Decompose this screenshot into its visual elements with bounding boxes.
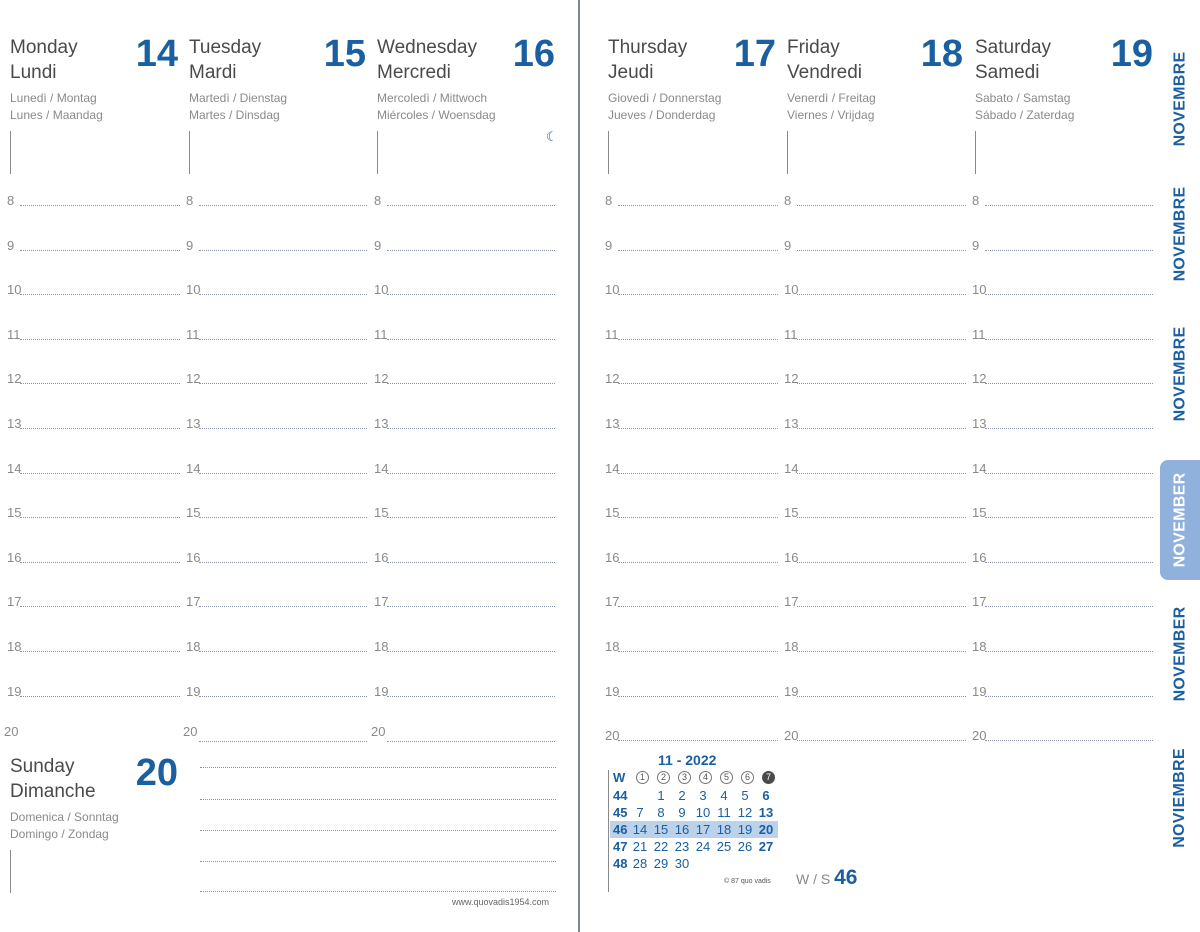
hour-label: 19 bbox=[7, 683, 22, 699]
hour-label: 20 bbox=[4, 724, 19, 740]
day-name-thu bbox=[608, 35, 687, 85]
hour-line[interactable] bbox=[797, 205, 966, 206]
hour-label: 15 bbox=[972, 505, 987, 521]
hour-label: 17 bbox=[7, 594, 22, 610]
website-url[interactable]: www.quovadis1954.com bbox=[452, 897, 550, 907]
hour-line[interactable] bbox=[797, 383, 966, 384]
day-number-fri: 18 bbox=[920, 33, 963, 75]
mini-calendar-week bbox=[610, 821, 778, 838]
day-name-en: Monday bbox=[10, 37, 78, 58]
day-number-mon: 14 bbox=[135, 33, 178, 75]
weekday-circle: 5 bbox=[720, 771, 733, 784]
hour-label: 12 bbox=[186, 371, 201, 387]
hour-line[interactable] bbox=[618, 696, 778, 697]
day-margin-bar bbox=[10, 850, 11, 893]
day-number-sun: 20 bbox=[135, 752, 178, 794]
hour-label: 10 bbox=[7, 282, 22, 298]
hour-line[interactable] bbox=[199, 606, 367, 607]
hour-label: 14 bbox=[605, 460, 620, 476]
hour-line[interactable] bbox=[20, 562, 180, 563]
hour-line[interactable] bbox=[797, 473, 966, 474]
hour-label: 20 bbox=[371, 724, 386, 740]
day-translation-2: Domingo / Zondag bbox=[10, 827, 109, 841]
day-number-tue: 15 bbox=[323, 33, 366, 75]
hour-label: 11 bbox=[7, 326, 21, 342]
day-translation-2: Martes / Dinsdag bbox=[189, 108, 280, 122]
hour-line[interactable] bbox=[985, 428, 1153, 429]
hour-label: 9 bbox=[972, 237, 980, 253]
day-name-en: Saturday bbox=[975, 37, 1052, 58]
hour-line[interactable] bbox=[387, 517, 555, 518]
sunday-note-line[interactable] bbox=[200, 891, 556, 892]
hour-line[interactable] bbox=[618, 294, 778, 295]
hour-label: 13 bbox=[972, 416, 987, 431]
weekday-circle: 6 bbox=[741, 771, 754, 784]
hour-line[interactable] bbox=[985, 606, 1153, 607]
hour-label: 10 bbox=[605, 282, 620, 298]
hour-label: 9 bbox=[605, 237, 613, 253]
day-margin-bar bbox=[608, 131, 609, 174]
day-name-tue bbox=[189, 35, 261, 85]
moon-phase-icon: ☾ bbox=[546, 129, 558, 144]
hour-label: 18 bbox=[374, 639, 389, 654]
hour-label: 15 bbox=[186, 505, 201, 521]
mini-calendar-day[interactable]: 25 bbox=[716, 839, 732, 854]
hour-line[interactable] bbox=[985, 339, 1153, 340]
hour-label: 16 bbox=[186, 549, 201, 565]
hour-line[interactable] bbox=[797, 428, 966, 429]
hour-label: 17 bbox=[605, 594, 620, 610]
hour-line[interactable] bbox=[387, 606, 555, 607]
hour-line[interactable] bbox=[20, 473, 180, 474]
hour-label: 18 bbox=[605, 639, 620, 654]
hour-line[interactable] bbox=[199, 250, 367, 251]
hour-line[interactable] bbox=[199, 339, 367, 340]
hour-line[interactable] bbox=[985, 383, 1153, 384]
hour-line[interactable] bbox=[797, 339, 966, 340]
mini-calendar-week bbox=[610, 804, 778, 821]
hour-label: 13 bbox=[7, 416, 22, 431]
day-translation-2: Viernes / Vrijdag bbox=[787, 108, 875, 122]
hour-label: 12 bbox=[605, 371, 620, 387]
hour-line[interactable] bbox=[20, 428, 180, 429]
hour-label: 17 bbox=[186, 594, 201, 610]
day-translation-1: Venerdì / Freitag bbox=[787, 91, 876, 105]
hour-label: 20 bbox=[183, 724, 198, 740]
month-tab[interactable] bbox=[1160, 600, 1200, 708]
hour-label: 11 bbox=[374, 326, 388, 342]
weekday-circle: 2 bbox=[657, 771, 670, 784]
hour-line[interactable] bbox=[985, 740, 1153, 741]
hour-line[interactable] bbox=[985, 294, 1153, 295]
hour-label: 8 bbox=[374, 193, 382, 208]
hour-line[interactable] bbox=[199, 741, 367, 742]
sunday-note-line[interactable] bbox=[200, 799, 556, 800]
month-tab-label: NOVEMBER bbox=[1171, 472, 1189, 568]
month-tab-label: NOVEMBRE bbox=[1171, 326, 1189, 422]
hour-line[interactable] bbox=[618, 651, 778, 652]
day-margin-bar bbox=[787, 131, 788, 174]
hour-line[interactable] bbox=[618, 383, 778, 384]
month-tab[interactable] bbox=[1160, 180, 1200, 288]
day-translation-2: Jueves / Donderdag bbox=[608, 108, 716, 122]
hour-line[interactable] bbox=[387, 294, 555, 295]
copyright-text: © 87 quo vadis bbox=[724, 878, 771, 885]
mini-calendar-day[interactable]: 24 bbox=[695, 839, 711, 854]
mini-calendar-week bbox=[610, 787, 778, 804]
mini-calendar-day[interactable]: 21 bbox=[632, 839, 648, 854]
hour-line[interactable] bbox=[985, 562, 1153, 563]
hour-label: 10 bbox=[784, 282, 799, 298]
hour-line[interactable] bbox=[20, 205, 180, 206]
hour-line[interactable] bbox=[387, 651, 555, 652]
hour-line[interactable] bbox=[618, 428, 778, 429]
mini-calendar-day[interactable]: 17 bbox=[695, 822, 711, 837]
hour-line[interactable] bbox=[618, 606, 778, 607]
day-name-fr: Dimanche bbox=[10, 781, 96, 802]
mini-calendar-day[interactable]: 6 bbox=[762, 788, 770, 803]
hour-label: 12 bbox=[374, 371, 389, 387]
hour-label: 16 bbox=[972, 549, 987, 565]
hour-line[interactable] bbox=[618, 205, 778, 206]
mini-calendar-day[interactable]: 2 bbox=[678, 788, 686, 803]
mini-calendar-day[interactable]: 4 bbox=[720, 788, 728, 803]
hour-label: 9 bbox=[186, 237, 194, 253]
hour-line[interactable] bbox=[387, 339, 555, 340]
hour-label: 15 bbox=[7, 505, 22, 521]
hour-line[interactable] bbox=[387, 473, 555, 474]
hour-label: 10 bbox=[374, 282, 389, 298]
hour-line[interactable] bbox=[618, 740, 778, 741]
month-tab[interactable] bbox=[1160, 460, 1200, 580]
hour-label: 10 bbox=[972, 282, 987, 298]
month-tab[interactable] bbox=[1160, 320, 1200, 428]
month-tab-label: NOVEMBRE bbox=[1171, 186, 1189, 282]
mini-calendar-day[interactable]: 1 bbox=[657, 788, 665, 803]
day-name-en: Thursday bbox=[608, 37, 688, 58]
day-name-sun bbox=[10, 754, 96, 804]
hour-label: 18 bbox=[784, 639, 799, 654]
hour-line[interactable] bbox=[199, 696, 367, 697]
day-name-fr: Vendredi bbox=[787, 62, 863, 83]
hour-line[interactable] bbox=[797, 294, 966, 295]
mini-calendar-day[interactable]: 26 bbox=[737, 839, 753, 854]
hour-label: 9 bbox=[7, 237, 15, 253]
hour-label: 12 bbox=[7, 371, 22, 387]
hour-line[interactable] bbox=[985, 250, 1153, 251]
day-name-mon bbox=[10, 35, 78, 85]
hour-label: 15 bbox=[374, 505, 389, 521]
mini-calendar-day[interactable]: 16 bbox=[674, 822, 690, 837]
hour-line[interactable] bbox=[618, 250, 778, 251]
hour-line[interactable] bbox=[199, 383, 367, 384]
day-name-fri bbox=[787, 35, 862, 85]
page-spine bbox=[578, 0, 580, 932]
hour-label: 15 bbox=[605, 505, 620, 521]
weekday-circle: 7 bbox=[762, 771, 775, 784]
hour-label: 13 bbox=[784, 416, 799, 431]
sunday-note-line[interactable] bbox=[200, 861, 556, 862]
month-tab[interactable] bbox=[1160, 40, 1200, 158]
hour-label: 17 bbox=[784, 594, 799, 610]
hour-line[interactable] bbox=[797, 250, 966, 251]
hour-label: 18 bbox=[186, 639, 201, 654]
mini-calendar-day[interactable]: 11 bbox=[717, 805, 731, 820]
mini-calendar-title: 11 - 2022 bbox=[658, 752, 717, 768]
day-translation-2: Sábado / Zaterdag bbox=[975, 108, 1075, 122]
hour-line[interactable] bbox=[618, 473, 778, 474]
sunday-note-line[interactable] bbox=[200, 830, 556, 831]
hour-line[interactable] bbox=[20, 383, 180, 384]
hour-label: 14 bbox=[972, 460, 987, 476]
hour-label: 19 bbox=[374, 683, 389, 699]
weekday-circle: 1 bbox=[636, 771, 649, 784]
mini-calendar-day[interactable]: 15 bbox=[653, 822, 669, 837]
mini-calendar-day[interactable]: 3 bbox=[699, 788, 707, 803]
hour-label: 10 bbox=[186, 282, 201, 298]
hour-label: 20 bbox=[605, 728, 620, 744]
hour-line[interactable] bbox=[20, 517, 180, 518]
day-translation-1: Sabato / Samstag bbox=[975, 91, 1071, 105]
week-label: W / S bbox=[796, 871, 831, 887]
mini-calendar-day[interactable]: 29 bbox=[653, 856, 669, 871]
mini-calendar-week bbox=[610, 838, 778, 855]
week-number: 47 bbox=[613, 839, 628, 854]
day-number-thu: 17 bbox=[733, 33, 776, 75]
weekday-circle: 4 bbox=[699, 771, 712, 784]
week-indicator bbox=[796, 866, 857, 890]
day-name-fr: Mercredi bbox=[377, 62, 451, 83]
hour-label: 16 bbox=[374, 549, 389, 565]
hour-line[interactable] bbox=[797, 740, 966, 741]
day-name-en: Sunday bbox=[10, 756, 75, 777]
hour-line[interactable] bbox=[199, 562, 367, 563]
hour-line[interactable] bbox=[387, 696, 555, 697]
day-translation-2: Lunes / Maandag bbox=[10, 108, 103, 122]
hour-line[interactable] bbox=[985, 205, 1153, 206]
hour-label: 8 bbox=[186, 193, 194, 208]
hour-label: 19 bbox=[784, 683, 799, 699]
day-name-fr: Lundi bbox=[10, 62, 57, 83]
hour-line[interactable] bbox=[387, 383, 555, 384]
month-tab[interactable] bbox=[1160, 740, 1200, 855]
hour-line[interactable] bbox=[797, 562, 966, 563]
day-translation-1: Lunedì / Montag bbox=[10, 91, 97, 105]
hour-line[interactable] bbox=[387, 205, 555, 206]
day-margin-bar bbox=[10, 131, 11, 174]
hour-line[interactable] bbox=[797, 517, 966, 518]
day-name-fr: Jeudi bbox=[608, 62, 654, 83]
hour-label: 18 bbox=[972, 639, 987, 654]
hour-label: 19 bbox=[186, 683, 201, 699]
hour-line[interactable] bbox=[199, 651, 367, 652]
hour-line[interactable] bbox=[20, 651, 180, 652]
week-number: 45 bbox=[613, 805, 628, 820]
hour-line[interactable] bbox=[985, 696, 1153, 697]
hour-label: 19 bbox=[605, 683, 620, 699]
hour-label: 17 bbox=[972, 594, 987, 610]
hour-label: 8 bbox=[605, 193, 613, 208]
mini-calendar-day[interactable]: 13 bbox=[758, 805, 774, 820]
sunday-note-line[interactable] bbox=[200, 767, 556, 768]
day-name-en: Tuesday bbox=[189, 37, 262, 58]
hour-line[interactable] bbox=[387, 741, 555, 742]
hour-label: 19 bbox=[972, 683, 987, 699]
day-name-fr: Samedi bbox=[975, 62, 1040, 83]
hour-label: 17 bbox=[374, 594, 389, 610]
week-number: 44 bbox=[613, 788, 628, 803]
hour-line[interactable] bbox=[797, 696, 966, 697]
hour-line[interactable] bbox=[618, 517, 778, 518]
hour-line[interactable] bbox=[797, 606, 966, 607]
hour-label: 11 bbox=[972, 326, 986, 342]
day-translation-1: Domenica / Sonntag bbox=[10, 810, 119, 824]
mini-calendar-day[interactable]: 20 bbox=[758, 822, 774, 837]
hour-line[interactable] bbox=[199, 473, 367, 474]
week-number-large: 46 bbox=[834, 866, 858, 889]
day-translation-1: Martedì / Dienstag bbox=[189, 91, 288, 105]
hour-label: 8 bbox=[972, 193, 980, 208]
hour-line[interactable] bbox=[20, 606, 180, 607]
day-name-wed bbox=[377, 35, 477, 85]
hour-label: 8 bbox=[7, 193, 15, 208]
day-margin-bar bbox=[377, 131, 378, 174]
hour-label: 13 bbox=[186, 416, 201, 431]
hour-label: 20 bbox=[784, 728, 799, 744]
hour-line[interactable] bbox=[199, 205, 367, 206]
mini-calendar-day[interactable]: 8 bbox=[657, 805, 665, 820]
day-name-fr: Mardi bbox=[189, 62, 237, 83]
hour-line[interactable] bbox=[20, 294, 180, 295]
hour-label: 12 bbox=[972, 371, 987, 387]
mini-calendar-day[interactable]: 12 bbox=[737, 805, 753, 820]
mini-calendar-day[interactable]: 28 bbox=[632, 856, 648, 871]
hour-label: 13 bbox=[605, 416, 620, 431]
mini-calendar-day[interactable]: 27 bbox=[758, 839, 774, 854]
mini-calendar-day[interactable]: 5 bbox=[741, 788, 749, 803]
month-tab-label: NOVEMBER bbox=[1171, 606, 1189, 702]
hour-label: 11 bbox=[186, 326, 200, 342]
hour-line[interactable] bbox=[20, 696, 180, 697]
mini-calendar-day[interactable]: 30 bbox=[674, 856, 690, 871]
hour-label: 16 bbox=[605, 549, 620, 565]
day-margin-bar bbox=[975, 131, 976, 174]
hour-label: 14 bbox=[186, 460, 201, 476]
mini-calendar-day[interactable]: 9 bbox=[678, 805, 686, 820]
mini-calendar-day[interactable]: 19 bbox=[737, 822, 753, 837]
hour-line[interactable] bbox=[20, 339, 180, 340]
hour-label: 14 bbox=[374, 460, 389, 476]
mini-calendar-day[interactable]: 18 bbox=[716, 822, 732, 837]
hour-label: 9 bbox=[784, 237, 792, 253]
month-tab-label: NOVIEMBRE bbox=[1171, 747, 1189, 848]
hour-line[interactable] bbox=[199, 294, 367, 295]
week-column-header: W bbox=[613, 770, 626, 785]
day-number-sat: 19 bbox=[1110, 33, 1153, 75]
mini-calendar-day[interactable]: 23 bbox=[674, 839, 690, 854]
hour-line[interactable] bbox=[985, 473, 1153, 474]
hour-line[interactable] bbox=[387, 428, 555, 429]
month-tab-label: NOVEMBRE bbox=[1171, 51, 1189, 147]
day-name-en: Friday bbox=[787, 37, 840, 58]
day-name-sat bbox=[975, 35, 1051, 85]
hour-label: 11 bbox=[605, 326, 619, 342]
hour-label: 16 bbox=[7, 549, 22, 565]
day-translation-1: Giovedì / Donnerstag bbox=[608, 91, 722, 105]
mini-calendar-day[interactable]: 10 bbox=[695, 805, 711, 820]
day-margin-bar bbox=[189, 131, 190, 174]
hour-line[interactable] bbox=[387, 562, 555, 563]
day-name-en: Wednesday bbox=[377, 37, 477, 58]
mini-calendar-day[interactable]: 7 bbox=[636, 805, 644, 820]
hour-label: 14 bbox=[7, 460, 22, 476]
hour-label: 20 bbox=[972, 728, 987, 744]
hour-line[interactable] bbox=[797, 651, 966, 652]
hour-label: 13 bbox=[374, 416, 389, 431]
hour-line[interactable] bbox=[387, 250, 555, 251]
week-number: 46 bbox=[613, 822, 628, 837]
hour-label: 16 bbox=[784, 549, 799, 565]
day-number-wed: 16 bbox=[512, 33, 555, 75]
hour-line[interactable] bbox=[20, 250, 180, 251]
hour-label: 12 bbox=[784, 371, 799, 387]
hour-label: 9 bbox=[374, 237, 382, 253]
hour-label: 8 bbox=[784, 193, 792, 208]
hour-label: 11 bbox=[784, 326, 798, 342]
mini-calendar-day[interactable]: 22 bbox=[653, 839, 669, 854]
hour-line[interactable] bbox=[985, 517, 1153, 518]
mini-calendar-day[interactable]: 14 bbox=[632, 822, 648, 837]
week-number: 48 bbox=[613, 856, 628, 871]
day-translation-1: Mercoledì / Mittwoch bbox=[377, 91, 488, 105]
weekday-circle: 3 bbox=[678, 771, 691, 784]
mini-calendar-bar bbox=[608, 770, 609, 892]
hour-line[interactable] bbox=[985, 651, 1153, 652]
hour-line[interactable] bbox=[618, 562, 778, 563]
hour-line[interactable] bbox=[199, 517, 367, 518]
hour-label: 18 bbox=[7, 639, 22, 654]
hour-line[interactable] bbox=[199, 428, 367, 429]
hour-line[interactable] bbox=[618, 339, 778, 340]
hour-label: 15 bbox=[784, 505, 799, 521]
day-translation-2: Miércoles / Woensdag bbox=[377, 108, 496, 122]
mini-calendar-week bbox=[610, 855, 778, 872]
hour-label: 14 bbox=[784, 460, 799, 476]
